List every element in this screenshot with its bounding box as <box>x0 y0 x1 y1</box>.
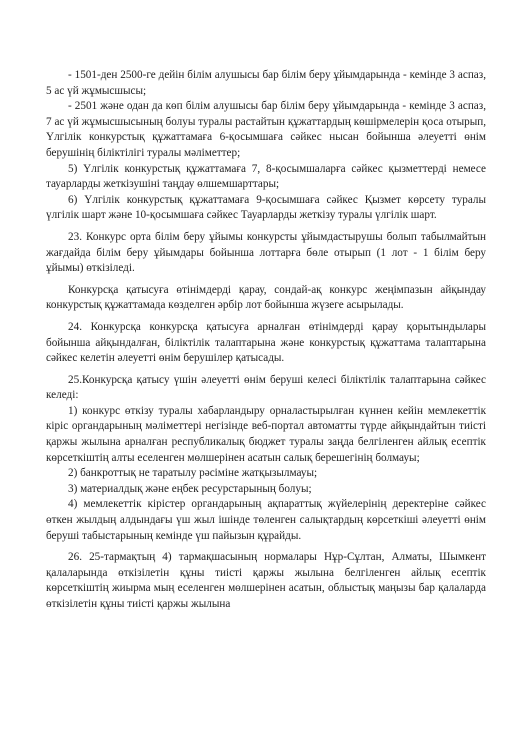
paragraph: 5) Үлгілік конкурстық құжаттамаға 7, 8-қосымшаларға сәйкес қызметтерді немесе тауарларды жеткізушіні таңдау өлшемшарттары; <box>46 162 486 191</box>
paragraph: 23. Конкурс орта білім беру ұйымы конкурсты ұйымдастырушы болып табылмайтын жағдайда білім беру ұйымдары бойынша лоттарға бөле отырып (1 лот - 1 білім беру ұйымы) өткізіледі. <box>46 230 486 275</box>
paragraph: 4) мемлекеттік кірістер органдарының ақпараттық жүйелерінің деректеріне сәйкес өткен жылдың алдындағы үш жыл ішінде төленген салықтардың көрсеткіші әлеуетті өнім беруші табыстарының кемінде үш пайызын құрайды. <box>46 498 486 542</box>
paragraph: 24. Конкурсқа конкурсқа қатысуға арналған өтінімдерді қарау қорытындылары бойынша айқындалған, біліктілік талаптарына және конкурстық құжаттама талаптарына сәйкес келетін әлеуетті өнім берушілер қатысады. <box>46 320 486 365</box>
paragraph: 26. 25-тармақтың 4) тармақшасының нормалары Нұр-Сұлтан, Алматы, Шымкент қалаларында өткізілетін құны тиісті қаржы жылына белгіленген айлық есептік көрсеткіштің жиырма мың еселенген мөлшерінен асатын, облыстық маңызы бар қалаларда өткізілетін құны тиісті қаржы жылына <box>46 551 486 610</box>
paragraph: 25.Конкурсқа қатысу үшін әлеуетті өнім беруші келесі біліктілік талаптарына сәйкес келеді: <box>46 373 486 402</box>
paragraph: 2) банкроттық не таратылу рәсіміне жатқызылмауы; <box>68 467 318 480</box>
paragraph: 1) конкурс өткізу туралы хабарландыру орналастырылған күннен кейін мемлекеттік кіріс органдарының мәліметтері негізінде веб-портал автоматты түрде айқындайтын тиісті қаржы жылына арналған республикалық бюджет туралы заңда белгіленген айлық есептік көрсеткіштің алты еселенген мөлшерінен асатын салық берешегінің болмауы; <box>46 404 486 464</box>
paragraph: Конкурсқа қатысуға өтінімдерді қарау, сондай-ақ конкурс жеңімпазын айқындау конкурстық құжаттамада көзделген әрбір лот бойынша жүзеге асырылады. <box>46 283 486 312</box>
paragraph: 3) материалдық және еңбек ресурстарының болуы; <box>68 482 312 495</box>
paragraph: - 1501-ден 2500-ге дейін білім алушысы бар білім беру ұйымдарында - кемінде 3 аспаз, 5 ас үй жұмысшысы; <box>46 69 486 97</box>
paragraph: - 2501 және одан да көп білім алушысы бар білім беру ұйымдарында - кемінде 3 аспаз, 7 ас үй жұмысшысының болуы туралы растайтын құжаттардың көшірмелерін қоса отырып, Үлгілік конкурстық құжаттамаға 6-қосымшаға сәйкес нысан бойынша әлеуетті өнім берушінің біліктілігі туралы мәліметтер; <box>46 100 486 159</box>
paragraph: 6) Үлгілік конкурстық құжаттамаға 9-қосымшаға сәйкес Қызмет көрсету туралы үлгілік шарт және 10-қосымшаға сәйкес Тауарларды жеткізу туралы үлгілік шарт. <box>46 193 486 222</box>
document-body <box>46 68 486 613</box>
